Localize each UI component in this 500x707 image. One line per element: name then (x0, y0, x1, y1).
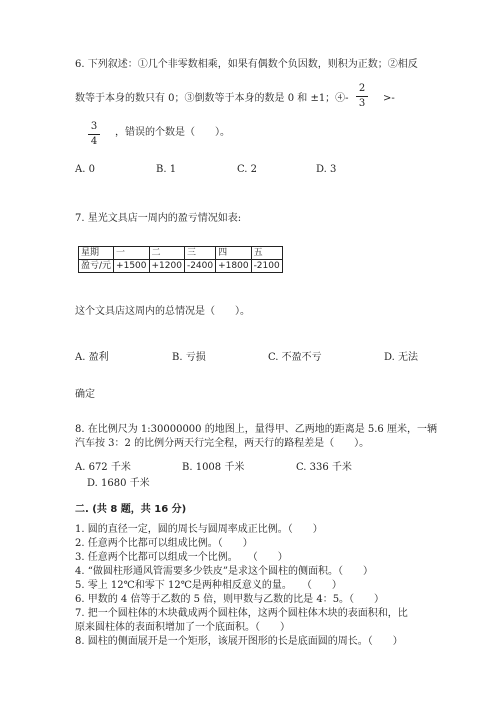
fraction-numerator: 3 (90, 121, 98, 132)
q6-line-2: 数等于本身的数只有 0；③倒数等于本身的数是 0 和 ±1；④- (75, 93, 349, 104)
table-cell: 三 (184, 247, 215, 260)
q8-line-1: 8. 在比例尺为 1:30000000 的地图上，量得甲、乙两地的距离是 5.6 厘米，一辆 (75, 424, 437, 435)
q6-option-b[interactable]: B. 1 (156, 164, 177, 175)
judgment-item: 7. 把一个圆柱体的木块截成两个圆柱体，这两个圆柱体木块的表面积和，比 (75, 608, 408, 619)
q6-option-a[interactable]: A. 0 (75, 164, 95, 175)
table-cell: 盈亏/元 (79, 260, 114, 273)
table-row (79, 260, 283, 273)
q7-option-d[interactable]: D. 无法 (384, 352, 419, 363)
q6-option-d[interactable]: D. 3 (316, 164, 337, 175)
q8-line-2: 汽车按 3：2 的比例分两天行完全程，两天行的路程差是（ ）。 (75, 438, 370, 449)
table-cell: +1500 (114, 260, 149, 273)
table-cell: 星期 (79, 247, 114, 260)
q7-option-c[interactable]: C. 不盈不亏 (268, 352, 322, 363)
judgment-item-continued: 原来圆柱体的表面积增加了一个底面积。（ ） (75, 622, 290, 633)
q6-option-c[interactable]: C. 2 (237, 164, 258, 175)
q6-fraction-1 (356, 83, 368, 110)
fraction-denominator: 4 (90, 136, 98, 147)
fraction-bar (88, 134, 100, 135)
q6-fraction-2 (88, 121, 100, 148)
fraction-denominator: 3 (358, 98, 366, 109)
q7-stem: 7. 星光文具店一周内的盈亏情况如表: (75, 213, 242, 224)
judgment-item: 1. 圆的直径一定，圆的周长与圆周率成正比例。（ ） (75, 524, 323, 535)
table-cell: -2400 (184, 260, 215, 273)
q6-line-3: ，错误的个数是（ ）。 (115, 127, 230, 138)
q7-option-a[interactable]: A. 盈利 (75, 352, 109, 363)
table-row (79, 247, 283, 260)
section-title: 二. (共 8 题，共 16 分) (75, 504, 187, 515)
q7-option-d-continued: 确定 (75, 389, 95, 400)
judgment-item: 2. 任意两个比都可以组成比例。（ ） (75, 538, 253, 549)
table-cell: -2100 (251, 260, 282, 273)
table-cell: 四 (216, 247, 251, 260)
q8-option-a[interactable]: A. 672 千米 (75, 462, 131, 473)
profit-loss-table (78, 246, 283, 273)
q7-option-b[interactable]: B. 亏损 (172, 352, 206, 363)
table-cell: 二 (149, 247, 184, 260)
fraction-numerator: 2 (358, 83, 366, 94)
table-cell: +1200 (149, 260, 184, 273)
table-cell: 一 (114, 247, 149, 260)
q7-question: 这个文具店这周内的总情况是（ ）。 (75, 306, 250, 317)
q8-option-d[interactable]: D. 1680 千米 (87, 478, 150, 489)
judgment-item: 8. 圆柱的侧面展开是一个矩形，该展开图形的长是底面圆的周长。（ ） (75, 636, 403, 647)
table-cell: 五 (251, 247, 282, 260)
q8-option-c[interactable]: C. 336 千米 (296, 462, 352, 473)
table-cell: +1800 (216, 260, 251, 273)
judgment-item: 5. 零上 12℃和零下 12℃是两种相反意义的量。 （ ） (75, 580, 342, 591)
q6-greater-than: >- (383, 93, 395, 104)
judgment-item: 3. 任意两个比都可以组成一个比例。 （ ） (75, 552, 288, 563)
q8-option-b[interactable]: B. 1008 千米 (182, 462, 245, 473)
judgment-item: 6. 甲数的 4 倍等于乙数的 5 倍，则甲数与乙数的比是 4：5。（ ） (75, 594, 385, 605)
judgment-item: 4. “做圆柱形通风管需要多少铁皮”是求这个圆柱的侧面积。（ ） (75, 566, 373, 577)
q6-line-1: 6. 下列叙述：①几个非零数相乘，如果有偶数个负因数，则积为正数；②相反 (75, 59, 418, 70)
fraction-bar (356, 96, 368, 97)
